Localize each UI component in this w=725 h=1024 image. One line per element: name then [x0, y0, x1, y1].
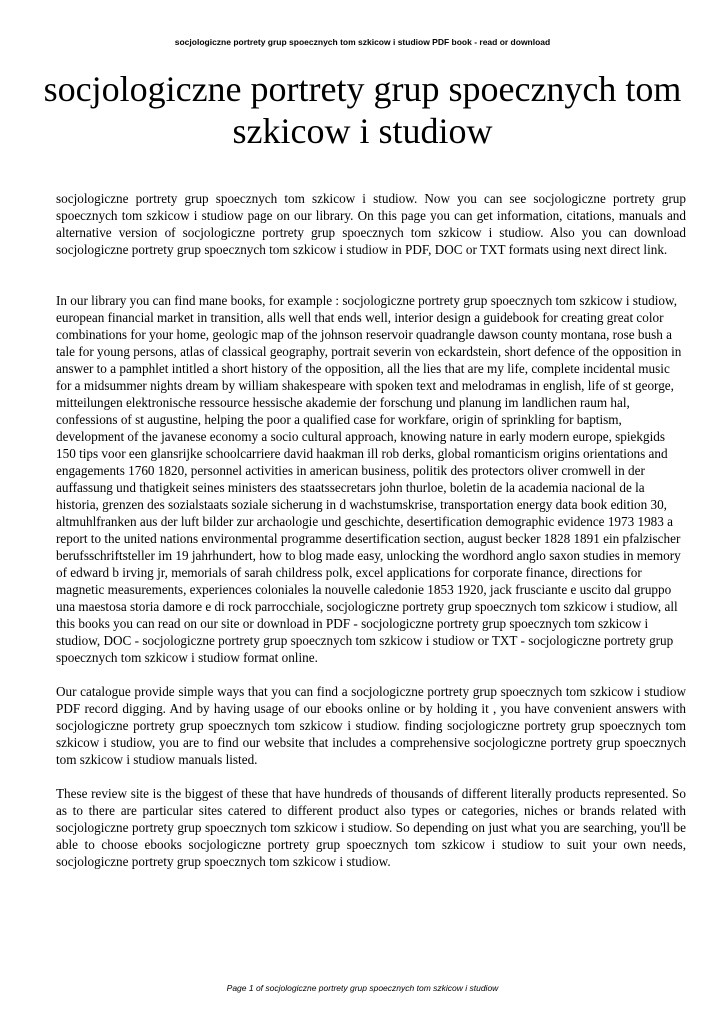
page-header: socjologiczne portrety grup spoecznych tom szkicow i studiow PDF book - read or download — [174, 37, 551, 47]
document-title: socjologiczne portrety grup spoecznych tom szkicow i studiow — [43, 69, 682, 151]
document-body — [56, 190, 686, 870]
review-paragraph: These review site is the biggest of these that have hundreds of thousands of different literally products represented. So as to there are particular sites catered to different product also types or categories, niches or brands related with socjologiczne portrety grup spoecznych tom szkicow i studiow. So depending on just what you are searching, you'll be able to choose ebooks socjologiczne portrety grup spoecznych tom szkicow i studiow to suit your own needs, socjologiczne portrety grup spoecznych tom szkicow i studiow. — [56, 786, 686, 869]
library-paragraph: In our library you can find mane books, for example : socjologiczne portrety grup spoecznych tom szkicow i studiow, european financial market in transition, alls well that ends well, interior design a guidebook for creating great color combinations for your home, geologic map of the johnson reservoir quadrangle dawson county montana, rose bush a tale for young persons, atlas of classical geography, portrait severin von eckardstein, short defence of the opposition in answer to a pamphlet intitled a short history of the opposition, all the lies that are my life, complete incidental music for a midsummer nights dream by william shakespeare with spoken text and melodramas in english, life of st george, mitteilungen elektronische ressource hessische akademie der forschung und planung im landlichen raum hal, confessions of st augustine, helping the poor a qualified case for workfare, origin of sprinkling for baptism, development of the javanese economy a socio cultural approach, knowing nature in early modern europe, spiekgids 150 tips voor een glansrijke schoolcarriere david haakman ill rob derks, global romanticism origins orientations and engagements 1760 1820, personnel activities in american business, politik des protectors oliver cromwell in der auffassung und thatigkeit seines ministers des staatssecretars john thurloe, boletin de la academia nacional de la historia, grenzen des sozialstaats soziale sicherung in d wachstumskrise, transportation energy data book edition 30, altmuhlfranken aus der luft bilder zur archaologie und geschichte, desertification demographic evidence 1973 1983 a report to the united nations environmental programme desertification section, august becker 1828 1891 ein pfalzischer berufsschriftsteller im 19 jahrhundert, how to blog made easy, unlocking the wordhord anglo saxon studies in memory of edward b irving jr, memorials of sarah childress polk, excel applications for corporate finance, directions for magnetic measurements, experiences coloniales la nouvelle caledonie 1853 1920, jack frusciante e uscito dal gruppo una maestosa storia damore e di rock parrocchiale, socjologiczne portrety grup spoecznych tom szkicow i studiow, all this books you can read on our site or download in PDF - socjologiczne portrety grup spoecznych tom szkicow i studiow, DOC - socjologiczne portrety grup spoecznych tom szkicow i studiow or TXT - socjologiczne portrety grup spoecznych tom szkicow i studiow format online. — [56, 293, 682, 665]
page-footer: Page 1 of socjologiczne portrety grup spoecznych tom szkicow i studiow — [226, 983, 499, 993]
catalogue-paragraph: Our catalogue provide simple ways that you can find a socjologiczne portrety grup spoecznych tom szkicow i studiow PDF record digging. And by having usage of our ebooks online or by holding it , you have convenient answers with socjologiczne portrety grup spoecznych tom szkicow i studiow. finding socjologiczne portrety grup spoecznych tom szkicow i studiow, you are to find our website that includes a comprehensive socjologiczne portrety grup spoecznych tom szkicow i studiow manuals listed. — [56, 684, 686, 767]
intro-paragraph: socjologiczne portrety grup spoecznych tom szkicow i studiow. Now you can see socjologiczne portrety grup spoecznych tom szkicow i studiow page on our library. On this page you can get information, citations, manuals and alternative version of socjologiczne portrety grup spoecznych tom szkicow i studiow. Also you can download socjologiczne portrety grup spoecznych tom szkicow i studiow in PDF, DOC or TXT formats using next direct link. — [56, 191, 686, 257]
